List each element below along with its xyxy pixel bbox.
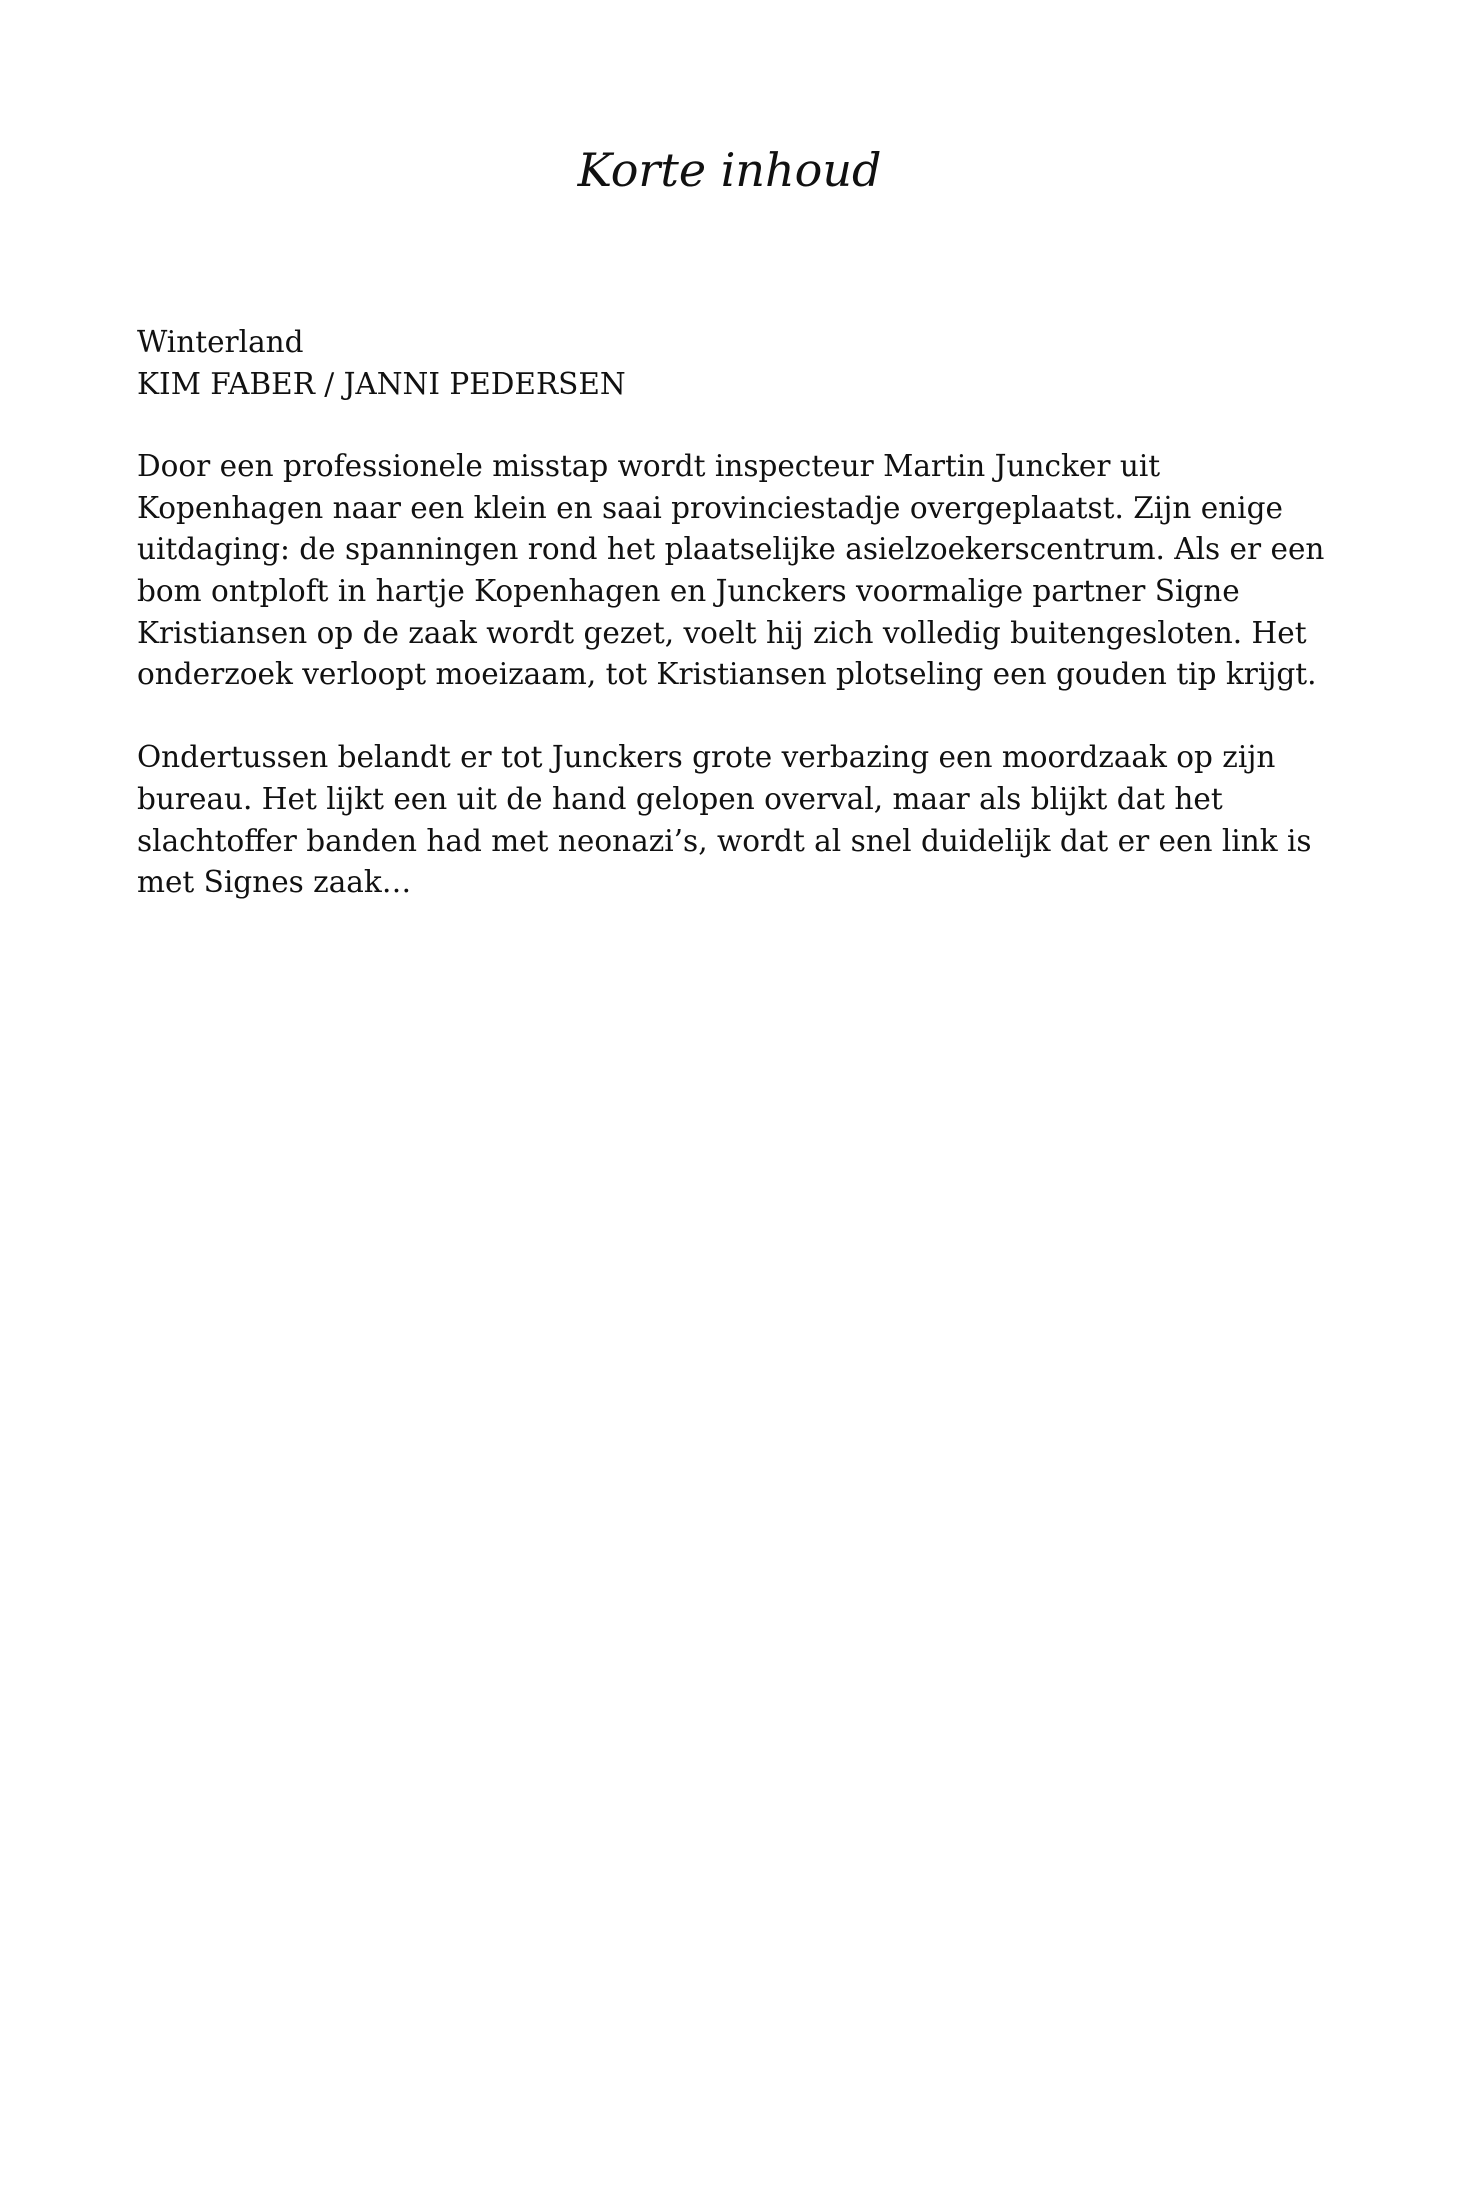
summary-paragraph-2 bbox=[137, 737, 1337, 903]
book-authors: KIM FABER / JANNI PEDERSEN bbox=[137, 366, 626, 401]
page-title: Korte inhoud bbox=[577, 143, 882, 197]
paragraph-line: met Signes zaak… bbox=[137, 865, 412, 900]
paragraph-line: bureau. Het lijkt een uit de hand gelopen overval, maar als blijkt dat het bbox=[137, 781, 1223, 816]
summary-paragraph-1 bbox=[137, 446, 1337, 696]
book-meta bbox=[137, 322, 1337, 405]
paragraph-line: onderzoek verloopt moeizaam, tot Kristiansen plotseling een gouden tip krijgt. bbox=[137, 657, 1317, 692]
paragraph-line: Door een professionele misstap wordt inspecteur Martin Juncker uit bbox=[137, 449, 1161, 484]
paragraph-line: Kopenhagen naar een klein en saai provinciestadje overgeplaatst. Zijn enige bbox=[137, 490, 1283, 525]
paragraph-line: slachtoffer banden had met neonazi’s, wordt al snel duidelijk dat er een link is bbox=[137, 823, 1312, 858]
paragraph-line: Kristiansen op de zaak wordt gezet, voelt hij zich volledig buitengesloten. Het bbox=[137, 615, 1307, 650]
book-title: Winterland bbox=[137, 325, 304, 359]
paragraph-line: uitdaging: de spanningen rond het plaatselijke asielzoekerscentrum. Als er een bbox=[137, 532, 1325, 567]
summary-content bbox=[137, 322, 1337, 945]
paragraph-line: Ondertussen belandt er tot Junckers grote verbazing een moordzaak op zijn bbox=[137, 740, 1276, 775]
paragraph-line: bom ontploft in hartje Kopenhagen en Junckers voormalige partner Signe bbox=[137, 573, 1240, 608]
